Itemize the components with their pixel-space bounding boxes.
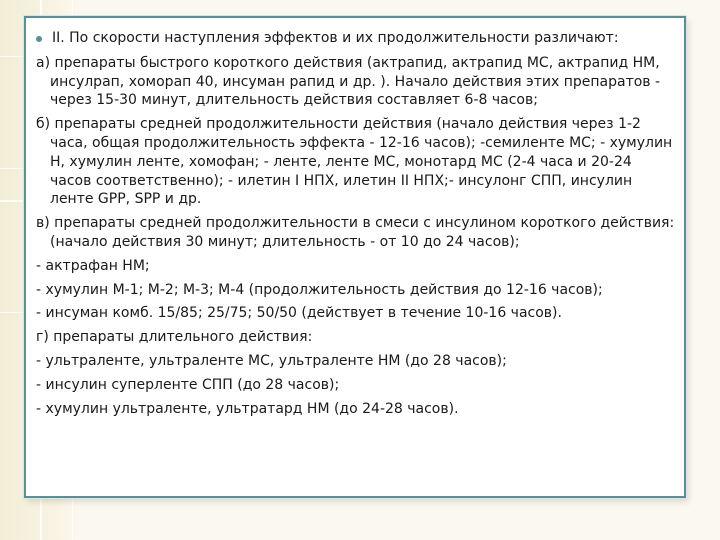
bullet-icon [36, 36, 42, 42]
paragraph-b: б) препараты средней продолжительности действия (начало действия через 1-2 часа, общая продолжительность эффекта - 12-16 часов); -семиленте МС; - хумулин Н, хумулин ленте, хомофан; - ленте, ленте МС, монотард МС (2-4 часа и 20-24 часов соответственно); - илетин I НПХ, илетин II НПХ;- инсулонг СПП, инсулин ленте GPP, SPP и др. [36, 116, 673, 208]
paragraph-a: а) препараты быстрого короткого действия (актрапид, актрапид МС, актрапид НМ, инсулрап, хоморап 40, инсуман рапид и др. ). Начало действия этих препаратов - через 15-30 минут, длительность действия составляет 6-8 часов; [36, 54, 661, 109]
list-item-actrafan: - актрафан НМ; [36, 257, 150, 274]
slide-content [36, 29, 676, 423]
list-item-superlente: - инсулин суперленте СПП (до 28 часов); [36, 376, 340, 393]
paragraph-c: в) препараты средней продолжительности в смеси с инсулином короткого действия: (начало действия 30 минут; длительность - от 10 до 24 часов); [36, 215, 675, 250]
list-item-humulin-m: - хумулин М-1; М-2; М-3; М-4 (продолжительность действия до 12-16 часов); [36, 281, 603, 298]
list-item-insuman: - инсуман комб. 15/85; 25/75; 50/50 (действует в течение 10-16 часов). [36, 305, 562, 322]
paragraph-d: г) препараты длительного действия: [36, 329, 313, 346]
list-item-humulin-ultralente: - хумулин ультраленте, ультратард НМ (до 24-28 часов). [36, 400, 459, 417]
heading-paragraph [36, 29, 676, 48]
heading-text: II. По скорости наступления эффектов и их продолжительности различают: [52, 30, 619, 46]
content-panel [24, 16, 686, 498]
list-item-ultralente: - ультраленте, ультраленте МС, ультраленте НМ (до 28 часов); [36, 352, 507, 369]
